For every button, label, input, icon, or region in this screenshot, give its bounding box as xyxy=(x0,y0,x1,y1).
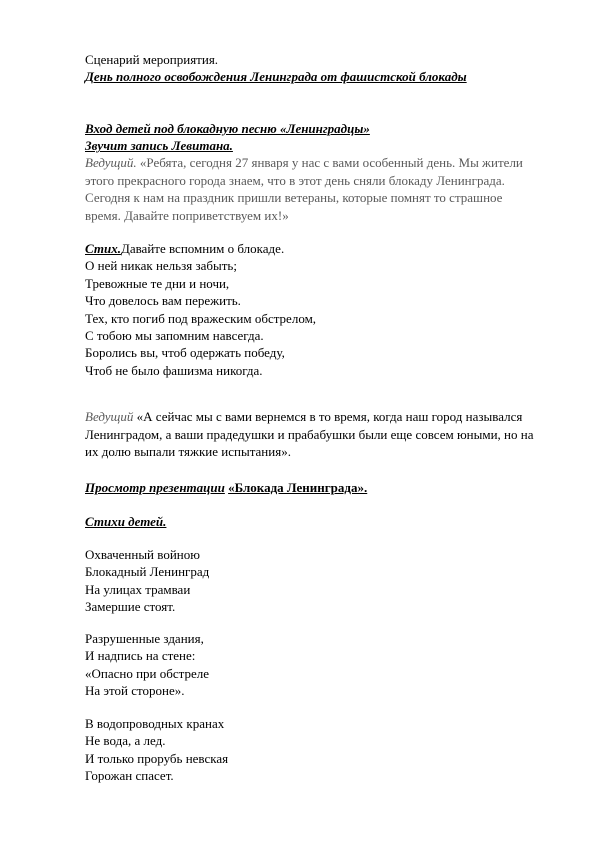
poem-line: Тревожные те дни и ночи, xyxy=(85,275,230,291)
poem-line: Боролись вы, чтоб одержать победу, xyxy=(85,345,285,361)
poem-line: И только прорубь невская xyxy=(85,750,229,766)
entry-section xyxy=(85,120,535,155)
stanza-3 xyxy=(85,715,535,785)
poem-1 xyxy=(85,240,535,379)
kids-poems-heading-block xyxy=(85,513,535,530)
poem-line: Что довелось вам пережить. xyxy=(85,293,241,309)
poem-line: С тобою мы запомним навсегда. xyxy=(85,328,264,344)
poem-line: Чтоб не было фашизма никогда. xyxy=(85,362,263,378)
poem-line: «Опасно при обстреле xyxy=(85,665,210,681)
levitan-line: Звучит запись Левитана. xyxy=(85,138,233,154)
speaker-label: Ведущий. xyxy=(85,155,137,170)
poem-label: Стих. xyxy=(85,241,121,256)
presentation-title: «Блокада Ленинграда». xyxy=(228,480,368,495)
poem-line: Разрушенные здания, xyxy=(85,631,204,646)
speech-text: «А сейчас мы с вами вернемся в то время, когда наш город назывался Ленинградом, а ваши прадедушки и прабабушки были еще совсем юными, но на их долю выпали тяжкие испытания». xyxy=(85,409,534,460)
poem-line: Тех, кто погиб под вражеским обстрелом, xyxy=(85,310,317,326)
poem-line: И надпись на стене: xyxy=(85,648,196,664)
stanza-1 xyxy=(85,546,535,616)
speaker-label: Ведущий xyxy=(85,409,134,424)
poem-line: В водопроводных кранах xyxy=(85,716,225,731)
speech-text: «Ребята, сегодня 27 января у нас с вами особенный день. Мы жители этого прекрасного города знаем, что в этот день сняли блокаду Ленинграда. Сегодня к нам на праздник пришли ветераны, которые помнят то страшное время. Давайте поприветствуем их!» xyxy=(85,155,523,223)
kids-poems-heading: Стихи детей. xyxy=(85,514,167,529)
poem-line: Горожан спасет. xyxy=(85,768,174,784)
entry-line: Вход детей под блокадную песню «Ленинградцы» xyxy=(85,121,370,136)
poem-line: Давайте вспомним о блокаде. xyxy=(120,241,285,256)
presentation-line xyxy=(85,479,535,496)
poem-line: На улицах трамваи xyxy=(85,581,191,597)
poem-line: О ней никак нельзя забыть; xyxy=(85,258,237,274)
poem-line: Охваченный войною xyxy=(85,547,200,562)
host-speech-1 xyxy=(85,154,525,224)
poem-line: Не вода, а лед. xyxy=(85,733,166,749)
stanza-2 xyxy=(85,630,535,700)
poem-line: На этой стороне». xyxy=(85,683,185,699)
document-title: День полного освобождения Ленинграда от фашистской блокады xyxy=(85,69,467,85)
scenario-label: Сценарий мероприятия. xyxy=(85,52,219,67)
poem-line: Замершие стоят. xyxy=(85,599,176,615)
host-speech-2 xyxy=(85,408,545,461)
presentation-label: Просмотр презентации xyxy=(85,480,225,495)
poem-line: Блокадный Ленинград xyxy=(85,564,210,580)
header xyxy=(85,51,535,86)
